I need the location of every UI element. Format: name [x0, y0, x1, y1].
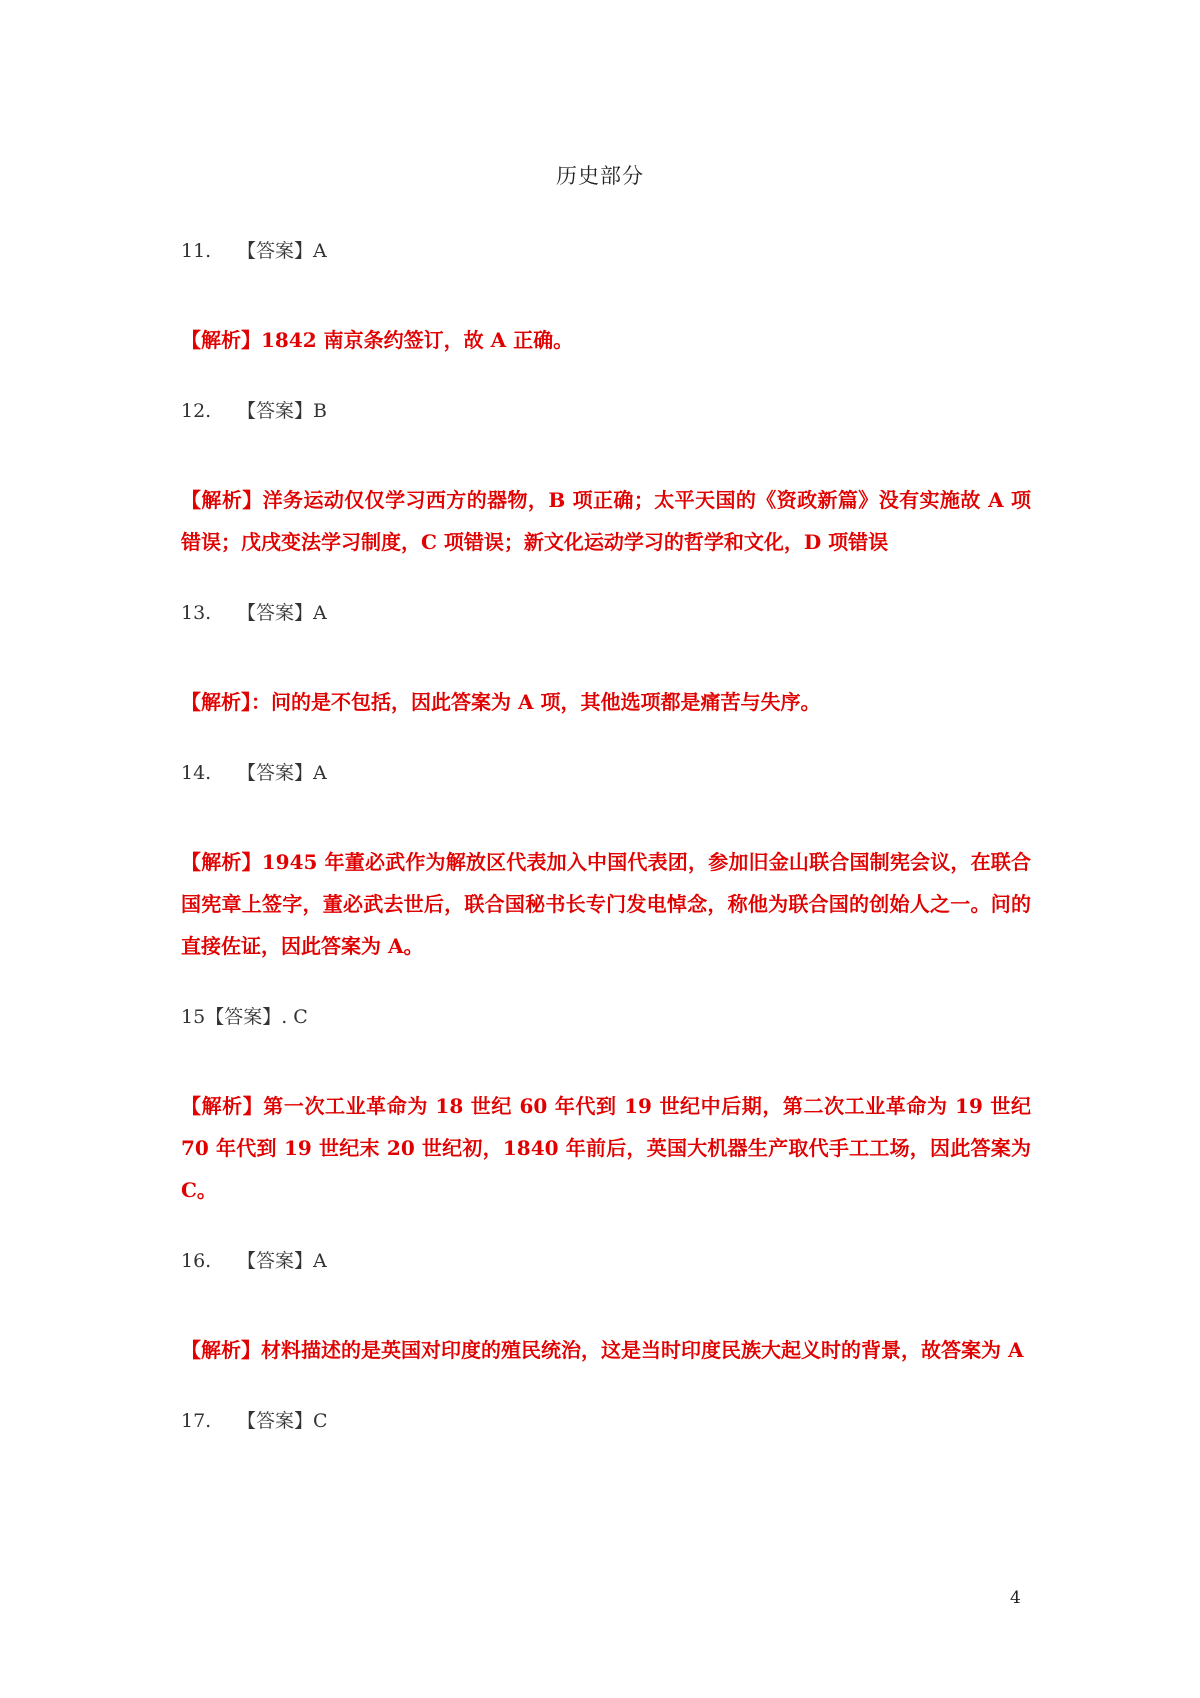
analysis-16: 【解析】材料描述的是英国对印度的殖民统治，这是当时印度民族大起义时的背景，故答案为 A [181, 1338, 1024, 1362]
question-number: 16. [181, 1250, 212, 1272]
analysis-15: 【解析】第一次工业革命为 18 世纪 60 年代到 19 世纪中后期，第二次工业革命为 19 世纪 70 年代到 19 世纪末 20 世纪初，1840 年前后，英国大机器生产取代手工工场，因此答案为 C。 [181, 1094, 1031, 1202]
question-number: 11. [181, 240, 212, 262]
answer-text: 【答案】A [237, 1250, 327, 1272]
question-number: 13. [181, 602, 212, 624]
answer-list [181, 238, 1031, 1489]
answer-line-11 [181, 238, 1031, 264]
answer-line-13 [181, 600, 1031, 626]
analysis-11: 【解析】1842 南京条约签订，故 A 正确。 [181, 328, 574, 352]
page-number: 4 [1010, 1588, 1021, 1608]
question-number: 17. [181, 1410, 212, 1432]
question-number: 12. [181, 400, 212, 422]
answer-text: 【答案】. C [205, 1006, 308, 1028]
answer-text: 【答案】A [237, 240, 327, 262]
answer-line-14 [181, 760, 1031, 786]
answer-text: 【答案】B [237, 400, 327, 422]
page-title: 历史部分 [556, 164, 644, 188]
question-number: 14. [181, 762, 212, 784]
analysis-14: 【解析】1945 年董必武作为解放区代表加入中国代表团，参加旧金山联合国制宪会议，在联合国宪章上签字，董必武去世后，联合国秘书长专门发电悼念，称他为联合国的创始人之一。问的直接佐证，因此答案为 A。 [181, 850, 1031, 958]
answer-line-12 [181, 398, 1031, 424]
question-number: 15 [181, 1006, 206, 1028]
analysis-12: 【解析】洋务运动仅仅学习西方的器物，B 项正确；太平天国的《资政新篇》没有实施故 A 项错误；戊戌变法学习制度，C 项错误；新文化运动学习的哲学和文化，D 项错误 [181, 488, 1031, 554]
answer-text: 【答案】A [237, 762, 327, 784]
answer-text: 【答案】C [237, 1410, 328, 1432]
answer-line-15 [181, 1004, 1031, 1030]
answer-line-16 [181, 1248, 1031, 1274]
analysis-13: 【解析】：问的是不包括，因此答案为 A 项，其他选项都是痛苦与失序。 [181, 690, 821, 714]
answer-text: 【答案】A [237, 602, 327, 624]
answer-line-17 [181, 1408, 1031, 1434]
